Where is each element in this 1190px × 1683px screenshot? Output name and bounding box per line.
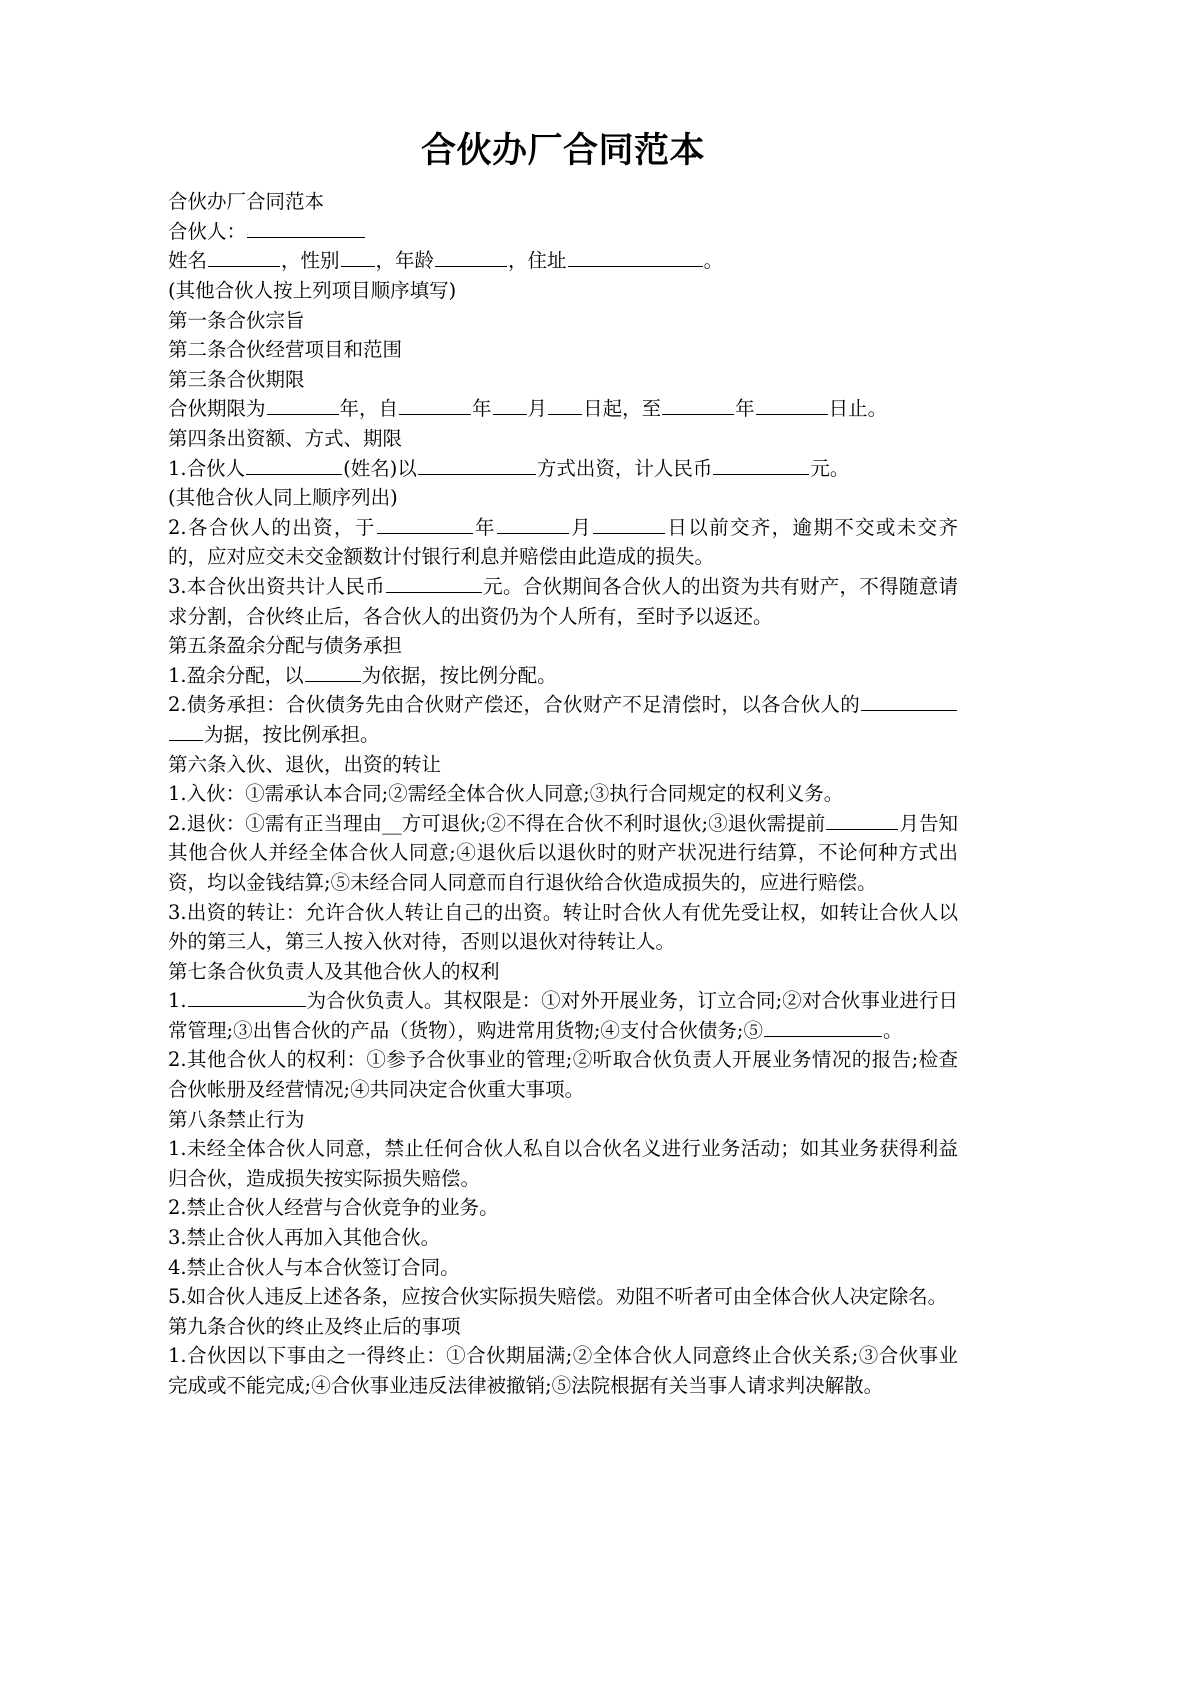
- paragraph-8-5: 5.如合伙人违反上述各条，应按合伙实际损失赔偿。劝阻不听者可由全体合伙人决定除名。: [168, 1285, 948, 1309]
- blank-name: [208, 249, 280, 268]
- gender-label: ，性别: [281, 249, 340, 273]
- c71-b: 为合伙负责人。其权限是：①对外开展业务，订立合同;②对合伙事业进行日常管理;③出售合伙的产品（货物），购进常用货物;④支付合伙债务;⑤: [168, 989, 958, 1042]
- paragraph-7-2: 2.其他合伙人的权利：①参予合伙事业的管理;②听取合伙负责人开展业务情况的报告;检查合伙帐册及经营情况;④共同决定合伙重大事项。: [168, 1048, 958, 1102]
- term-day: 日起，至: [583, 397, 662, 421]
- c41-b: (姓名)以: [343, 456, 417, 480]
- c42-d: 日以前交齐，逾期不交或未交齐的，应对应交未交金额数计付银行利息并赔偿由此造成的损失。: [168, 515, 958, 569]
- address-label: ，住址: [508, 249, 567, 273]
- c42-b: 年: [473, 515, 496, 539]
- paragraph-4-1-note: (其他合伙人同上顺序列出): [168, 486, 398, 510]
- c52-a: 2.债务承担：合伙债务先由合伙财产偿还，合伙财产不足清偿时，以各合伙人的: [168, 693, 860, 717]
- blank-debt-basis: [861, 692, 957, 711]
- paragraph-5-2: [168, 690, 958, 749]
- term-year1: 年，自: [339, 397, 399, 421]
- paragraph-other-partners-note: (其他合伙人按上列项目顺序填写): [168, 279, 457, 303]
- paragraph-9-1: 1.合伙因以下事由之一得终止：①合伙期届满;②全体合伙人同意终止合伙关系;③合伙事业完成或不能完成;④合伙事业违反法律被撤销;⑤法院根据有关当事人请求判决解散。: [168, 1344, 958, 1397]
- blank-end-day: [756, 396, 828, 415]
- blank-gender: [341, 249, 375, 268]
- blank-start-day: [548, 396, 582, 415]
- term-end: 日止。: [828, 397, 888, 421]
- paragraph-4-1: [168, 454, 958, 484]
- paragraph-article-9: 第九条合伙的终止及终止后的事项: [168, 1314, 461, 1338]
- paragraph-6-3: 3.出资的转让：允许合伙人转让自己的出资。转让时合伙人有优先受让权，如转让合伙人以外的第三人，第三人按入伙对待，否则以退伙对待转让人。: [168, 900, 958, 954]
- paragraph-partner-label: [168, 217, 958, 247]
- blank-term-years: [267, 396, 339, 415]
- paragraph-8-1: 1.未经全体合伙人同意，禁止任何合伙人私自以合伙名义进行业务活动；如其业务获得利益归合伙，造成损失按实际损失赔偿。: [168, 1137, 958, 1190]
- paragraph-article-5: 第五条盈余分配与债务承担: [168, 634, 403, 658]
- name-label: 姓名: [168, 249, 208, 273]
- blank-address: [568, 249, 703, 268]
- blank-partner-name: [247, 219, 365, 238]
- term-year2: 年: [472, 397, 492, 421]
- c41-d: 元。: [810, 456, 850, 480]
- paragraph-article-8: 第八条禁止行为: [168, 1107, 305, 1131]
- paragraph-article-4: 第四条出资额、方式、期限: [168, 427, 403, 450]
- c43-a: 3.本合伙出资共计人民币: [168, 574, 385, 598]
- c52-b: 为据，按比例承担。: [204, 722, 380, 746]
- blank-amount: [713, 456, 809, 475]
- paragraph-4-3: [168, 572, 958, 631]
- paragraph-heading-repeat: 合伙办厂合同范本: [168, 190, 325, 214]
- c41-c: 方式出资，计人民币: [536, 456, 713, 480]
- blank-age: [435, 249, 507, 268]
- paragraph-8-2: 2.禁止合伙人经营与合伙竞争的业务。: [168, 1196, 499, 1220]
- partner-label-text: 合伙人：: [168, 219, 247, 243]
- c71-c: 。: [882, 1018, 903, 1042]
- term-year3: 年: [735, 397, 755, 421]
- c62-b: 月告知其他合伙人并经全体合伙人同意;④退伙后以退伙时的财产状况进行结算，不论何种方式出资，均以金钱结算;⑤未经合同人同意而自行退伙给合伙造成损失的，应进行赔偿。: [168, 811, 958, 894]
- blank-start-month: [493, 396, 527, 415]
- paragraph-6-2: [168, 809, 958, 898]
- blank-end-year: [662, 396, 734, 415]
- c51-b: 为依据，按比例分配。: [361, 663, 557, 687]
- blank-contribution-method: [418, 456, 536, 475]
- paragraph-8-3: 3.禁止合伙人再加入其他合伙。: [168, 1226, 441, 1250]
- term-month: 月: [527, 397, 548, 421]
- document-body: [168, 128, 958, 1401]
- blank-debt-basis-2: [169, 722, 203, 741]
- c41-a: 1.合伙人: [168, 456, 246, 480]
- paragraph-article-6: 第六条入伙、退伙，出资的转让: [168, 752, 442, 776]
- term-prefix: 合伙期限为: [168, 397, 266, 421]
- paragraph-4-2: [168, 513, 958, 572]
- paragraph-5-1: [168, 661, 958, 691]
- paragraph-article-3: 第三条合伙期限: [168, 367, 305, 391]
- blank-withdraw-notice: [826, 811, 898, 830]
- identity-period: 。: [703, 249, 724, 273]
- c42-c: 月: [569, 515, 593, 539]
- c51-a: 1.盈余分配，以: [168, 663, 304, 687]
- c42-a: 2.各合伙人的出资，于: [168, 515, 376, 539]
- paragraph-7-1: [168, 986, 958, 1045]
- paragraph-article-2: 第二条合伙经营项目和范围: [168, 338, 403, 362]
- paragraph-6-1: 1.入伙：①需承认本合同;②需经全体合伙人同意;③执行合同规定的权利义务。: [168, 782, 844, 806]
- blank-due-month: [497, 515, 569, 534]
- blank-total-capital: [386, 574, 482, 593]
- blank-other-powers: [764, 1018, 882, 1037]
- blank-profit-basis: [305, 663, 361, 682]
- blank-responsible-person: [188, 988, 306, 1007]
- paragraph-identity-fields: [168, 246, 958, 276]
- paragraph-8-4: 4.禁止合伙人与本合伙签订合同。: [168, 1255, 460, 1279]
- blank-due-year: [377, 515, 473, 534]
- blank-due-day: [593, 515, 665, 534]
- c43-b: 元。合伙期间各合伙人的出资为共有财产，不得随意请求分割，合伙终止后，各合伙人的出资仍为个人所有，至时予以返还。: [168, 574, 958, 628]
- paragraph-article-7: 第七条合伙负责人及其他合伙人的权利: [168, 959, 500, 983]
- paragraph-term-fields: [168, 394, 958, 424]
- blank-partner-name-2: [246, 456, 342, 475]
- c62-a: 2.退伙：①需有正当理由__方可退伙;②不得在合伙不利时退伙;③退伙需提前: [168, 811, 826, 835]
- page-title: 合伙办厂合同范本: [420, 131, 705, 171]
- c71-a: 1.: [168, 989, 187, 1013]
- age-label: ，年龄: [375, 249, 435, 273]
- paragraph-article-1: 第一条合伙宗旨: [168, 308, 305, 332]
- blank-start-year: [399, 396, 471, 415]
